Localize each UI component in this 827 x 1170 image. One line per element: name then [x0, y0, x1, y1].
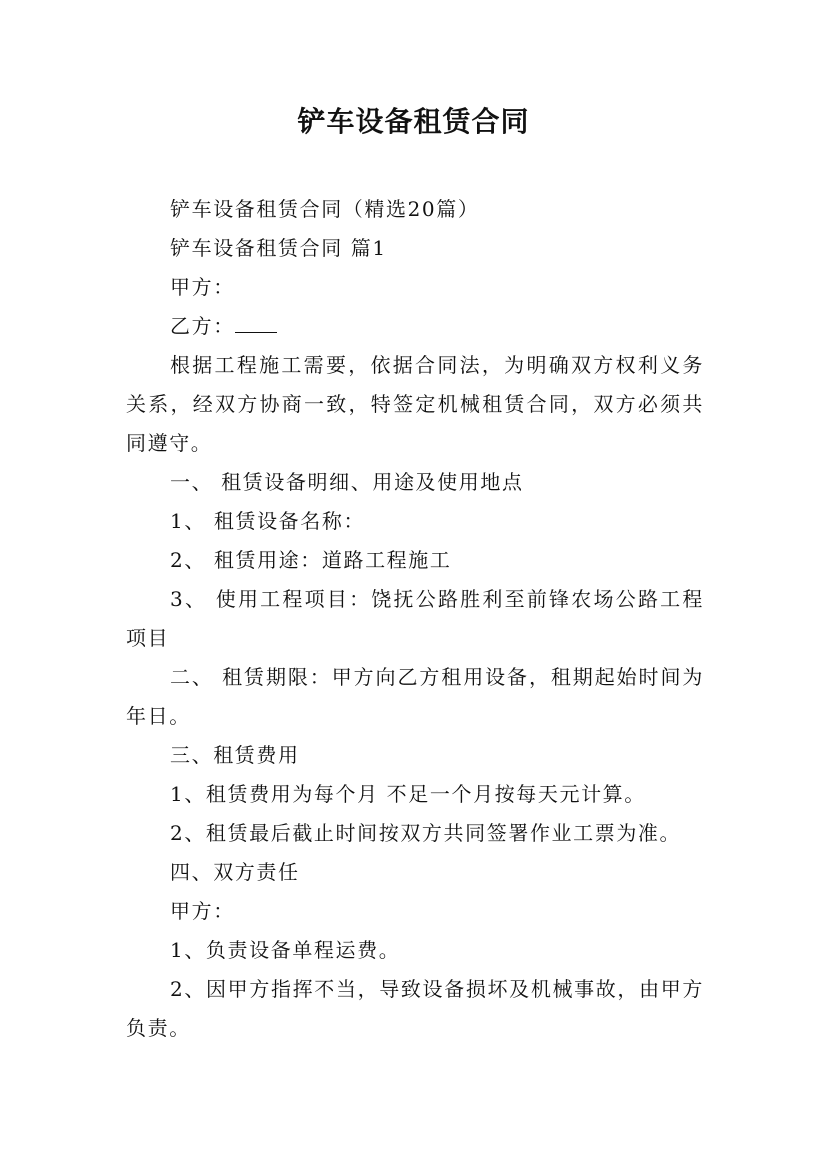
paragraph-subtitle: 铲车设备租赁合同（精选20篇） [170, 197, 480, 221]
party-b-label: 乙方： [170, 314, 235, 338]
paragraph-clause-4-2: 2、因甲方指挥不当，导致设备损坏及机械事故，由甲方负责。 [126, 977, 704, 1040]
paragraph-clause-1-1: 1、 租赁设备名称： [170, 509, 366, 533]
paragraph-clause-4-1: 1、负责设备单程运费。 [170, 938, 401, 962]
party-b-blank-line [235, 314, 277, 333]
paragraph-party-b [126, 307, 704, 346]
paragraph-clause-1-2: 2、 租赁用途：道路工程施工 [170, 548, 452, 572]
paragraph-clause-1-3: 3、 使用工程项目：饶抚公路胜利至前锋农场公路工程项目 [126, 587, 704, 650]
document-title: 铲车设备租赁合同 [297, 105, 530, 138]
paragraph-clause-3: 三、租赁费用 [170, 743, 300, 767]
paragraph-party-a: 甲方： [170, 275, 235, 299]
paragraph-clause-3-2: 2、租赁最后截止时间按双方共同签署作业工票为准。 [170, 821, 682, 845]
paragraph-party-a-duties: 甲方： [170, 899, 235, 923]
paragraph-clause-2: 二、 租赁期限：甲方向乙方租用设备，租期起始时间为年日。 [126, 665, 704, 728]
paragraph-clause-1: 一、 租赁设备明细、用途及使用地点 [170, 470, 524, 494]
paragraph-clause-4: 四、双方责任 [170, 860, 300, 884]
paragraph-clause-3-1: 1、租赁费用为每个月 不足一个月按每天元计算。 [170, 782, 646, 806]
paragraph-preamble: 根据工程施工需要，依据合同法，为明确双方权利义务关系，经双方协商一致，特签定机械租赁合同，双方必须共同遵守。 [126, 353, 704, 455]
document-body [126, 190, 704, 1048]
paragraph-section-heading: 铲车设备租赁合同 篇1 [170, 236, 387, 260]
